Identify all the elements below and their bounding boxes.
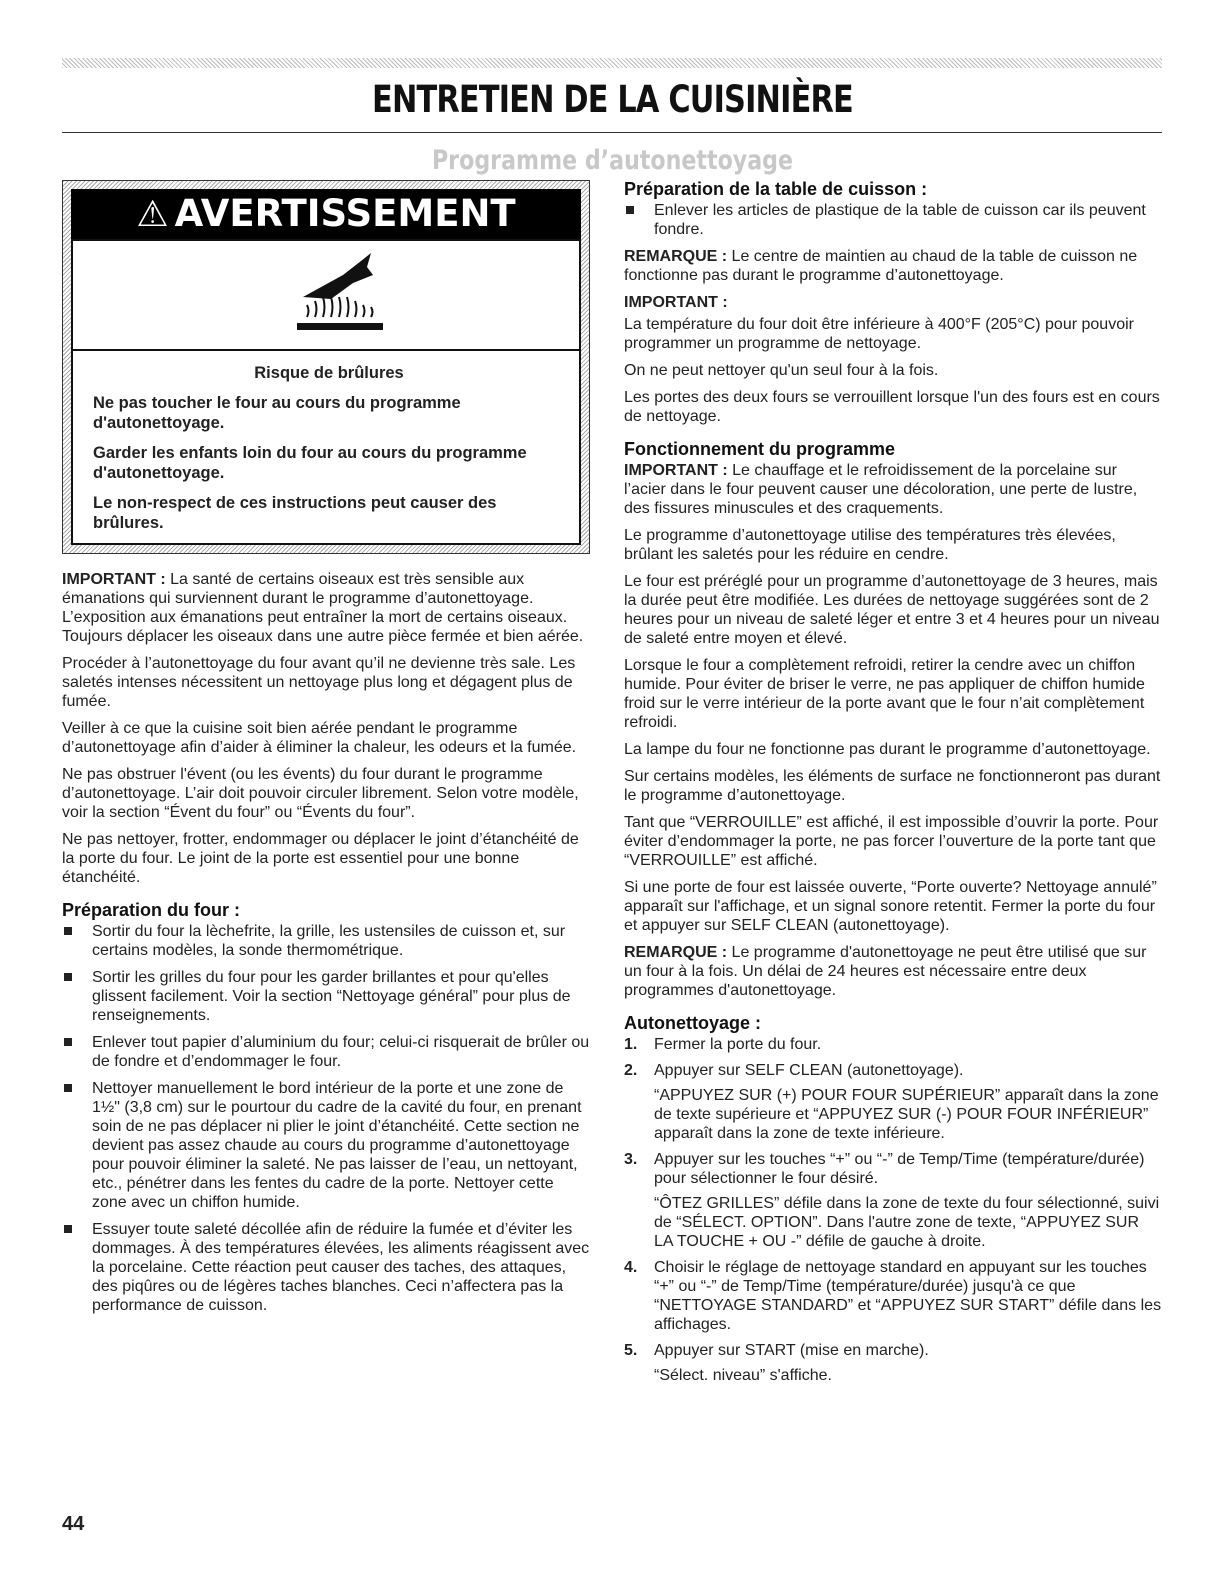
step-item: 1. Fermer la porte du four. — [624, 1036, 822, 1053]
self-clean-heading: Autonettoyage : — [624, 1013, 761, 1033]
page-number: 44 — [62, 1513, 85, 1535]
important-heading: IMPORTANT : — [624, 294, 728, 311]
section-title: Programme d’autonettoyage — [431, 145, 794, 176]
burn-hazard-icon — [283, 247, 393, 337]
paragraph: Ne pas obstruer l'évent (ou les évents) du four durant le programme d’autonettoyage. L’air doit pouvoir circuler librement. Selon votre modèle, voir la section “Évent du four” ou “Évents du four”. — [62, 766, 579, 821]
paragraph: Tant que “VERROUILLE” est affiché, il est impossible d’ouvrir la porte. Pour éviter d’endommager la porte, ne pas forcer l’ouverture de la porte tant que “VERROUILLE” est affiché. — [624, 814, 1159, 869]
paragraph: Les portes des deux fours se verrouillent lorsque l'un des fours est en cours de nettoyage. — [624, 389, 1160, 425]
right-column — [624, 180, 1162, 1392]
paragraph: Le programme d’autonettoyage utilise des températures très élevées, brûlant les saletés pour les réduire en cendre. — [624, 527, 1116, 563]
step-item: 4. Choisir le réglage de nettoyage standard en appuyant sur les touches “+” ou “-” de Temp/Time (température/durée) jusqu'à ce que “NETTOYAGE STANDARD” et “APPUYEZ SUR START” défile dans les affichages. — [624, 1259, 1162, 1333]
warning-heading: AVERTISSEMENT — [174, 192, 516, 235]
important-birds-paragraph: IMPORTANT : La santé de certains oiseaux est très sensible aux émanations qui surviennent durant le programme d’autonettoyage. L’exposition aux émanations peut entraîner la mort de certains oiseaux. Toujours déplacer les oiseaux dans une autre pièce fermée et bien aérée. — [62, 571, 584, 645]
paragraph: On ne peut nettoyer qu'un seul four à la fois. — [624, 362, 939, 379]
list-item: Sortir les grilles du four pour les garder brillantes et pour qu'elles glissent facilement. Voir la section “Nettoyage général” pour plus de renseignements. — [62, 968, 590, 1025]
paragraph: Le four est préréglé pour un programme d’autonettoyage de 3 heures, mais la durée peut être modifiée. Les durées de nettoyage suggérées sont de 2 heures pour un niveau de saleté léger et entre 3 et 4 heures pour un niveau de saleté entre moyen et élevé. — [624, 573, 1160, 647]
remarque-paragraph: REMARQUE : Le programme d'autonettoyage ne peut être utilisé que sur un four à la fois. Un délai de 24 heures est nécessaire entre deux programmes d'autonettoyage. — [624, 944, 1147, 999]
warning-divider — [73, 349, 579, 351]
warning-text — [93, 363, 565, 543]
paragraph: Procéder à l’autonettoyage du four avant qu’il ne devienne très sale. Les saletés intenses nécessitent un nettoyage plus long et dégagent plus de fumée. — [62, 655, 576, 710]
step-item: 5. Appuyer sur START (mise en marche). “Sélect. niveau” s'affiche. — [624, 1342, 929, 1384]
paragraph: Veiller à ce que la cuisine soit bien aérée pendant le programme d’autonettoyage afin d’aider à éliminer la chaleur, les odeurs et la fumée. — [62, 720, 577, 756]
list-item: Enlever les articles de plastique de la table de cuisson car ils peuvent fondre. — [624, 201, 1162, 239]
top-decorative-band — [62, 58, 1162, 68]
warning-line: Ne pas toucher le four au cours du programme d'autonettoyage. — [93, 394, 461, 432]
step-item: 2. Appuyer sur SELF CLEAN (autonettoyage). “APPUYEZ SUR (+) POUR FOUR SUPÉRIEUR” apparaît dans la zone de texte supérieure et “APPUYEZ SUR (-) POUR FOUR INFÉRIEUR” apparaît dans la zone de texte inférieure. — [624, 1062, 1159, 1142]
list-item: Sortir du four la lèchefrite, la grille, les ustensiles de cuisson et, sur certains modèles, la sonde thermométrique. — [62, 922, 590, 960]
remarque-paragraph: REMARQUE : Le centre de maintien au chaud de la table de cuisson ne fonctionne pas durant le programme d’autonettoyage. — [624, 248, 1138, 284]
page-title: ENTRETIEN DE LA CUISINIÈRE — [372, 78, 853, 121]
oven-prep-list — [62, 922, 590, 1315]
paragraph: Ne pas nettoyer, frotter, endommager ou déplacer le joint d’étanchéité de la porte du four. Le joint de la porte est essentiel pour une bonne étanchéité. — [62, 831, 579, 886]
warning-triangle-icon: ⚠ — [136, 194, 169, 235]
list-item: Enlever tout papier d’aluminium du four; celui-ci risquerait de brûler ou de fondre et d’endommager le four. — [62, 1033, 590, 1071]
list-item: Essuyer toute saleté décollée afin de réduire la fumée et d’éviter les dommages. À des températures élevées, les aliments réagissent avec la porcelaine. Cette réaction peut causer des taches, des attaques, des piqûres ou de légères taches blanches. Ceci n’affectera pas la performance de cuisson. — [62, 1220, 590, 1315]
oven-prep-heading: Préparation du four : — [62, 900, 241, 920]
cooktop-prep-heading: Préparation de la table de cuisson : — [624, 179, 928, 199]
paragraph: La lampe du four ne fonctionne pas durant le programme d’autonettoyage. — [624, 741, 1151, 758]
warning-body — [71, 239, 581, 545]
step-item: 3. Appuyer sur les touches “+” ou “-” de Temp/Time (température/durée) pour sélectionner le four désiré. “ÔTEZ GRILLES” défile dans la zone de texte du four sélectionné, suivi de “SÉLECT. OPTION”. Dans l'autre zone de texte, “APPUYEZ SUR LA TOUCHE + OU -” défile de gauche à droite. — [624, 1151, 1160, 1250]
paragraph: Si une porte de four est laissée ouverte, “Porte ouverte? Nettoyage annulé” apparaît sur l'affichage, et un signal sonore retentit. Fermer la porte du four et appuyer sur SELF CLEAN (autonettoyage). — [624, 879, 1157, 934]
paragraph: Lorsque le four a complètement refroidi, retirer la cendre avec un chiffon humide. Pour éviter de briser le verre, ne pas appliquer de chiffon humide froid sur le verre intérieur de la porte avant que le four n’ait complètement refroidi. — [624, 657, 1145, 731]
warning-line: Garder les enfants loin du four au cours du programme d'autonettoyage. — [93, 444, 527, 482]
self-clean-steps — [624, 1035, 1162, 1385]
function-heading: Fonctionnement du programme — [624, 439, 896, 459]
warning-line: Le non-respect de ces instructions peut causer des brûlures. — [93, 494, 497, 532]
left-column — [62, 570, 590, 1323]
paragraph: Sur certains modèles, les éléments de surface ne fonctionneront pas durant le programme d’autonettoyage. — [624, 768, 1161, 804]
important-function-paragraph: IMPORTANT : Le chauffage et le refroidissement de la porcelaine sur l’acier dans le four peuvent causer une décoloration, une perte de lustre, des fissures minuscules et des craquements. — [624, 462, 1138, 517]
paragraph: La température du four doit être inférieure à 400°F (205°C) pour pouvoir programmer un programme de nettoyage. — [624, 316, 1134, 352]
hazard-title: Risque de brûlures — [254, 364, 404, 382]
warning-header — [71, 189, 581, 239]
list-item: Nettoyer manuellement le bord intérieur de la porte et une zone de 1½" (3,8 cm) sur le pourtour du cadre de la cavité du four, en prenant soin de ne pas déplacer ni plier le joint d’étanchéité. Cette section ne devient pas assez chaude au cours du programme d’autonettoyage pour pouvoir éliminer la saleté. Ne pas laisser de l’eau, un nettoyant, etc., pénétrer dans les fentes du cadre de la porte. Nettoyer cette zone avec un chiffon humide. — [62, 1079, 590, 1212]
cooktop-prep-list — [624, 201, 1162, 239]
title-rule — [62, 132, 1162, 133]
warning-box — [62, 180, 590, 554]
